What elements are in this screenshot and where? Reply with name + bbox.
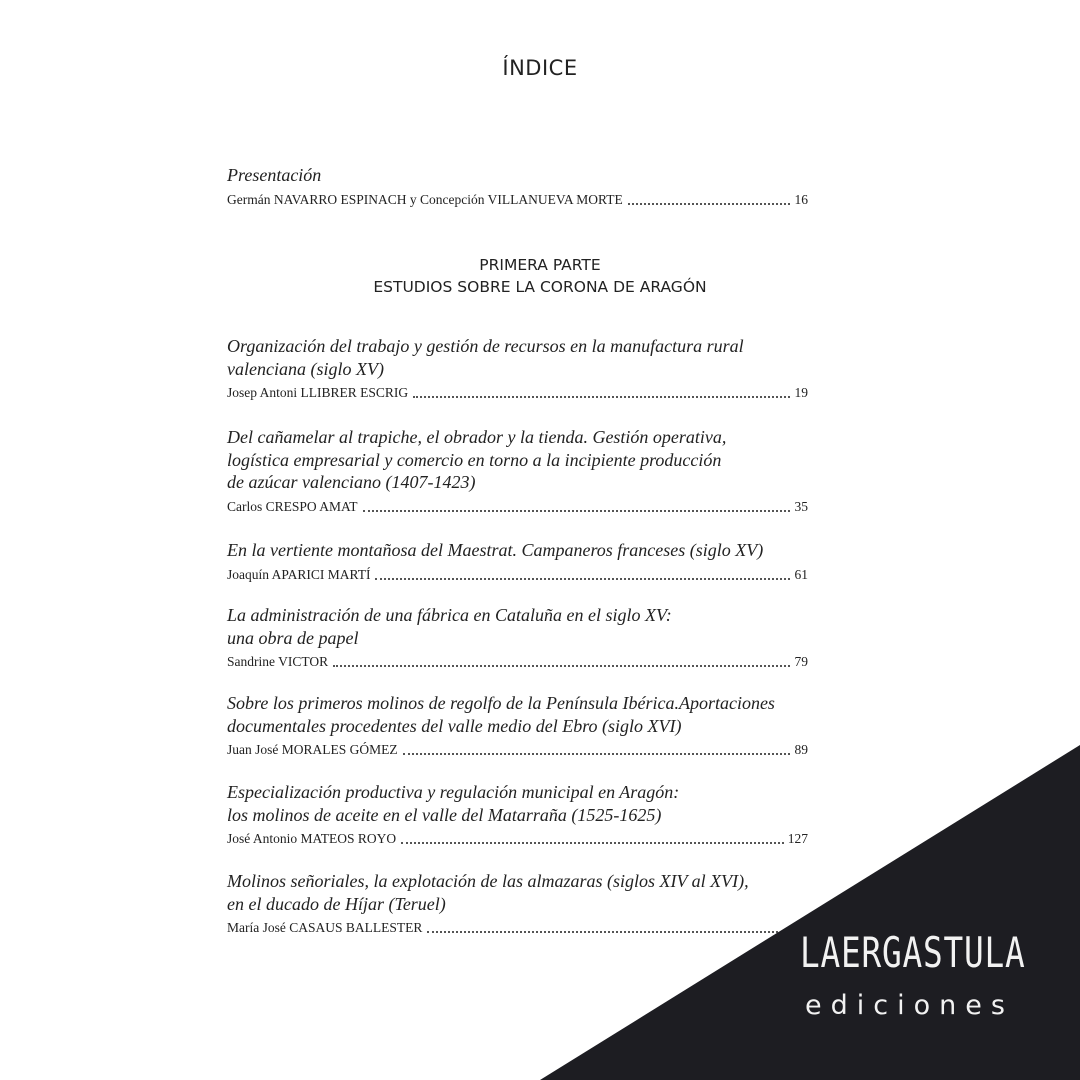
toc-entry-title-line: documentales procedentes del valle medio del Ebro (siglo XVI)	[227, 715, 682, 736]
toc-entry-line	[227, 653, 808, 671]
toc-entry-line	[227, 384, 808, 402]
toc-entry-title-line: una obra de papel	[227, 627, 359, 648]
toc-entry-page: 16	[794, 191, 808, 207]
toc-entry-title-line: Sobre los primeros molinos de regolfo de la Península Ibérica.Aportaciones	[227, 693, 775, 713]
page-title: ÍNDICE	[502, 56, 578, 80]
leader-dots	[375, 577, 790, 580]
toc-entry-author: Juan José MORALES GÓMEZ	[227, 742, 398, 757]
leader-dots	[363, 509, 790, 512]
part-title: ESTUDIOS SOBRE LA CORONA DE ARAGÓN	[373, 278, 707, 296]
toc-entry-title-line: Organización del trabajo y gestión de recursos en la manufactura rural	[227, 336, 744, 356]
leader-dots	[628, 202, 790, 205]
toc-entry-author: José Antonio MATEOS ROYO	[227, 831, 397, 846]
toc-entry-author: Josep Antoni LLIBRER ESCRIG	[227, 385, 409, 400]
toc-entry-author: Sandrine VICTOR	[227, 654, 329, 669]
leader-dots	[413, 395, 790, 398]
toc-entry-title-line: Del cañamelar al trapiche, el obrador y la tienda. Gestión operativa,	[227, 427, 727, 447]
toc-entry-page: 79	[794, 654, 808, 669]
publisher-corner	[540, 745, 1080, 1080]
toc-entry[interactable]	[227, 604, 808, 671]
toc-entry-title-line: logística empresarial y comercio en torno a la incipiente producción	[227, 449, 722, 470]
publisher-logo-subtitle: ediciones	[805, 990, 1014, 1021]
leader-dots	[333, 664, 790, 667]
toc-entry-title-line: los molinos de aceite en el valle del Matarraña (1525-1625)	[227, 804, 662, 825]
toc-entry-title-line: en el ducado de Híjar (Teruel)	[227, 893, 446, 914]
toc-entry-line	[227, 566, 808, 584]
toc-entry[interactable]	[227, 539, 808, 584]
toc-entry-title: Presentación	[227, 165, 322, 185]
publisher-logo-name: LAERGASTULA	[800, 928, 1026, 977]
toc-entry-page: 127	[787, 831, 808, 846]
toc-entry-page: 19	[794, 385, 808, 400]
toc-entry-page: 35	[794, 498, 808, 514]
toc-entry-author: María José CASAUS BALLESTER	[227, 920, 423, 935]
toc-entry-author: Carlos CRESPO AMAT	[227, 498, 358, 514]
toc-entry-author: Joaquín APARICI MARTÍ	[227, 566, 371, 582]
toc-entry-author: Germán NAVARRO ESPINACH y Concepción VILLANUEVA MORTE	[227, 191, 623, 207]
toc-entry-title-line: de azúcar valenciano (1407-1423)	[227, 472, 476, 492]
toc-entry-line	[227, 191, 808, 209]
toc-entry-title-line: valenciana (siglo XV)	[227, 358, 384, 379]
toc-entry-page: 61	[794, 566, 808, 582]
toc-entry-title-line: Molinos señoriales, la explotación de las almazaras (siglos XIV al XVI),	[227, 871, 749, 891]
toc-entry-page: 89	[794, 742, 808, 757]
toc-entry-line	[227, 498, 808, 516]
part-number: PRIMERA PARTE	[479, 256, 601, 274]
toc-entry[interactable]	[227, 335, 808, 402]
corner-triangle	[540, 745, 1080, 1080]
toc-entry-title-line: Especialización productiva y regulación municipal en Aragón:	[227, 782, 680, 802]
toc-entry-title-line: En la vertiente montañosa del Maestrat. Campaneros franceses (siglo XV)	[227, 540, 764, 560]
part-heading	[0, 254, 1080, 298]
toc-entry-presentation[interactable]	[227, 164, 808, 209]
toc-entry[interactable]	[227, 426, 808, 516]
toc-entry-title-line: La administración de una fábrica en Cataluña en el siglo XV:	[227, 605, 672, 625]
